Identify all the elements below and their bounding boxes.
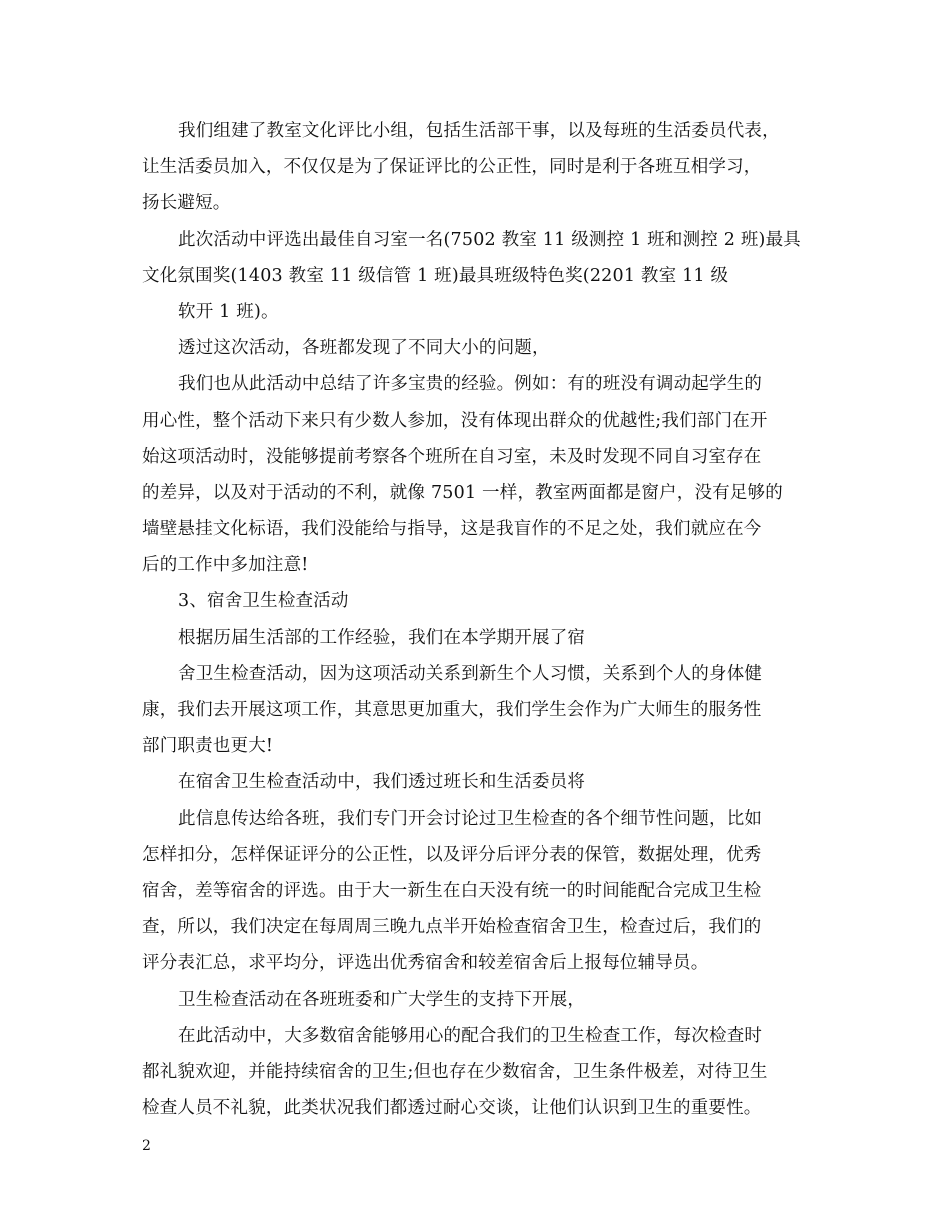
text-line: 软开 1 班)。 (178, 301, 279, 322)
text-line: 评分表汇总，求平均分，评选出优秀宿舍和较差宿舍后上报每位辅导员。 (142, 953, 709, 974)
text-line: 我们组建了教室文化评比小组，包括生活部干事，以及每班的生活委员代表， (178, 121, 780, 141)
text-line: 舍卫生检查活动，因为这项活动关系到新生个人习惯，关系到个人的身体健 (178, 663, 763, 684)
text-line: 此信息传达给各班，我们专门开会讨论过卫生检查的各个细节性问题，比如 (178, 808, 763, 829)
page-number: 2 (142, 1138, 151, 1154)
text-line: 让生活委员加入，不仅仅是为了保证评比的公正性，同时是利于各班互相学习， (142, 157, 762, 178)
text-line: 卫生检查活动在各班班委和广大学生的支持下开展， (178, 989, 586, 1010)
document-body (142, 113, 822, 1126)
text-line: 在此活动中，大多数宿舍能够用心的配合我们的卫生检查工作，每次检查时 (178, 1025, 763, 1046)
text-line: 检查人员不礼貌，此类状况我们都透过耐心交谈，让他们认识到卫生的重要性。 (142, 1098, 762, 1119)
text-line: 始这项活动时，没能够提前考察各个班所在自习室，未及时发现不同自习室存在 (142, 446, 762, 467)
text-line: 文化氛围奖(1403 教室 11 级信管 1 班)最具班级特色奖(2201 教室 11 级 (142, 265, 729, 286)
text-line: 怎样扣分，怎样保证评分的公正性，以及评分后评分表的保管，数据处理，优秀 (142, 844, 762, 865)
text-line: 的差异，以及对于活动的不利，就像 7501 一样，教室两面都是窗户，没有足够的 (142, 482, 783, 503)
text-line: 部门职责也更大! (142, 736, 274, 757)
text-line: 宿舍，差等宿舍的评选。由于大一新生在白天没有统一的时间能配合完成卫生检 (142, 880, 762, 901)
text-line: 用心性，整个活动下来只有少数人参加，没有体现出群众的优越性;我们部门在开 (142, 410, 768, 431)
text-line: 根据历届生活部的工作经验，我们在本学期开展了宿 (178, 627, 586, 648)
text-line: 在宿舍卫生检查活动中，我们透过班长和生活委员将 (178, 772, 586, 793)
text-line: 墙壁悬挂文化标语，我们没能给与指导，这是我盲作的不足之处，我们就应在今 (142, 519, 762, 540)
text-line: 此次活动中评选出最佳自习室一名(7502 教室 11 级测控 1 班和测控 2 班)最具 (178, 229, 801, 250)
text-line: 扬长避短。 (142, 193, 231, 214)
text-line: 都礼貌欢迎，并能持续宿舍的卫生;但也存在少数宿舍，卫生条件极差，对待卫生 (142, 1061, 768, 1082)
text-line: 康，我们去开展这项工作，其意思更加重大，我们学生会作为广大师生的服务性 (142, 700, 762, 720)
text-line: 查，所以，我们决定在每周周三晚九点半开始检查宿舍卫生，检查过后，我们的 (142, 917, 762, 938)
text-line: 透过这次活动，各班都发现了不同大小的问题， (178, 338, 550, 359)
text-line: 我们也从此活动中总结了许多宝贵的经验。例如：有的班没有调动起学生的 (178, 374, 763, 395)
text-line: 3、宿舍卫生检查活动 (178, 591, 349, 612)
text-line: 后的工作中多加注意! (142, 555, 309, 576)
